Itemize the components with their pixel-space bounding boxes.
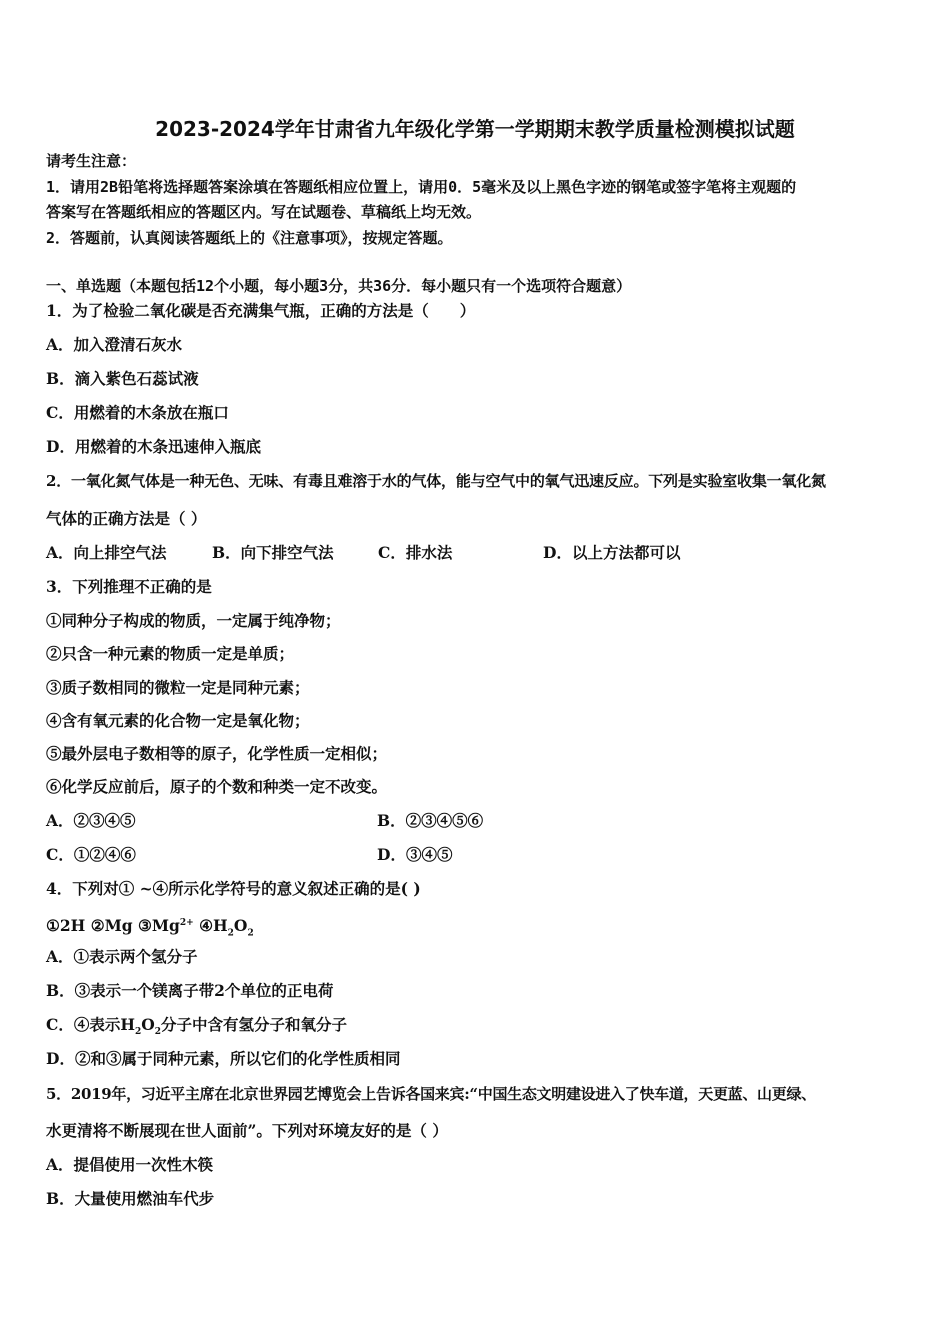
question-stem: 气体的正确方法是（ ） xyxy=(46,509,207,528)
option: C．用燃着的木条放在瓶口 xyxy=(46,403,229,422)
notice-line: 1．请用2B铅笔将选择题答案涂填在答题纸相应位置上，请用0．5毫米及以上黑色字迹的钢笔或签字笔将主观题的 xyxy=(46,178,797,196)
section-heading: 一、单选题（本题包括12个小题，每小题3分，共36分．每小题只有一个选项符合题意） xyxy=(46,277,632,295)
formula-sup: 2+ xyxy=(179,918,194,928)
option: A．提倡使用一次性木筷 xyxy=(46,1155,214,1174)
notice-heading: 请考生注意： xyxy=(46,152,137,170)
option-text: C．④表示H xyxy=(46,1015,135,1034)
option: B．②③④⑤⑥ xyxy=(377,811,484,830)
page-title: 2023-2024学年甘肃省九年级化学第一学期期末教学质量检测模拟试题 xyxy=(155,117,795,141)
notice-line: 2．答题前，认真阅读答题纸上的《注意事项》，按规定答题。 xyxy=(46,229,453,247)
option: D．③④⑤ xyxy=(377,845,453,864)
option: A．①表示两个氢分子 xyxy=(46,947,198,966)
question-stem: 1．为了检验二氧化碳是否充满集气瓶，正确的方法是（ ） xyxy=(46,301,476,320)
option: B．滴入紫色石蕊试液 xyxy=(46,369,199,388)
option-text: 分子中含有氢分子和氧分子 xyxy=(161,1015,348,1034)
option: C．排水法 xyxy=(378,543,453,562)
option: D．②和③属于同种元素，所以它们的化学性质相同 xyxy=(46,1049,401,1068)
formula-sub: 2 xyxy=(154,1027,162,1038)
statement: ⑥化学反应前后，原子的个数和种类一定不改变。 xyxy=(46,777,388,796)
option: D．用燃着的木条迅速伸入瓶底 xyxy=(46,437,261,456)
option: B．向下排空气法 xyxy=(212,543,334,562)
chemical-formulas xyxy=(46,913,254,943)
option xyxy=(46,1015,347,1042)
formula-sub: 2 xyxy=(227,928,234,939)
option: A．加入澄清石灰水 xyxy=(46,335,183,354)
statement: ①同种分子构成的物质，一定属于纯净物； xyxy=(46,611,341,630)
formula-text: ④H xyxy=(193,916,228,936)
notice-line: 答案写在答题纸相应的答题区内。写在试题卷、草稿纸上均无效。 xyxy=(46,203,482,221)
formula-text: ①2H ②Mg ③Mg xyxy=(46,916,180,936)
option: B．大量使用燃油车代步 xyxy=(46,1189,215,1208)
formula-sub: 2 xyxy=(134,1027,142,1038)
statement: ③质子数相同的微粒一定是同种元素； xyxy=(46,678,310,697)
option-text: O xyxy=(141,1015,155,1034)
option: A．②③④⑤ xyxy=(46,811,136,830)
option: D．以上方法都可以 xyxy=(543,543,681,562)
option: C．①②④⑥ xyxy=(46,845,136,864)
question-stem: 4．下列对① ~④所示化学符号的意义叙述正确的是( ) xyxy=(46,879,421,898)
option: B．③表示一个镁离子带2个单位的正电荷 xyxy=(46,981,334,1000)
formula-text: O xyxy=(233,916,248,936)
formula-sub: 2 xyxy=(247,928,254,939)
question-stem: 2．一氧化氮气体是一种无色、无味、有毒且难溶于水的气体，能与空气中的氧气迅速反应。下列是实验室收集一氧化氮 xyxy=(46,472,826,490)
option: A．向上排空气法 xyxy=(46,543,167,562)
statement: ⑤最外层电子数相等的原子，化学性质一定相似； xyxy=(46,744,388,763)
question-stem: 5．2019年，习近平主席在北京世界园艺博览会上告诉各国来宾:“中国生态文明建设进入了快车道，天更蓝、山更绿、 xyxy=(46,1085,816,1103)
question-stem: 水更清将不断展现在世人面前”。下列对环境友好的是（ ） xyxy=(46,1121,448,1140)
statement: ②只含一种元素的物质一定是单质； xyxy=(46,644,295,663)
statement: ④含有氧元素的化合物一定是氧化物； xyxy=(46,711,310,730)
question-stem: 3．下列推理不正确的是 xyxy=(46,577,212,596)
